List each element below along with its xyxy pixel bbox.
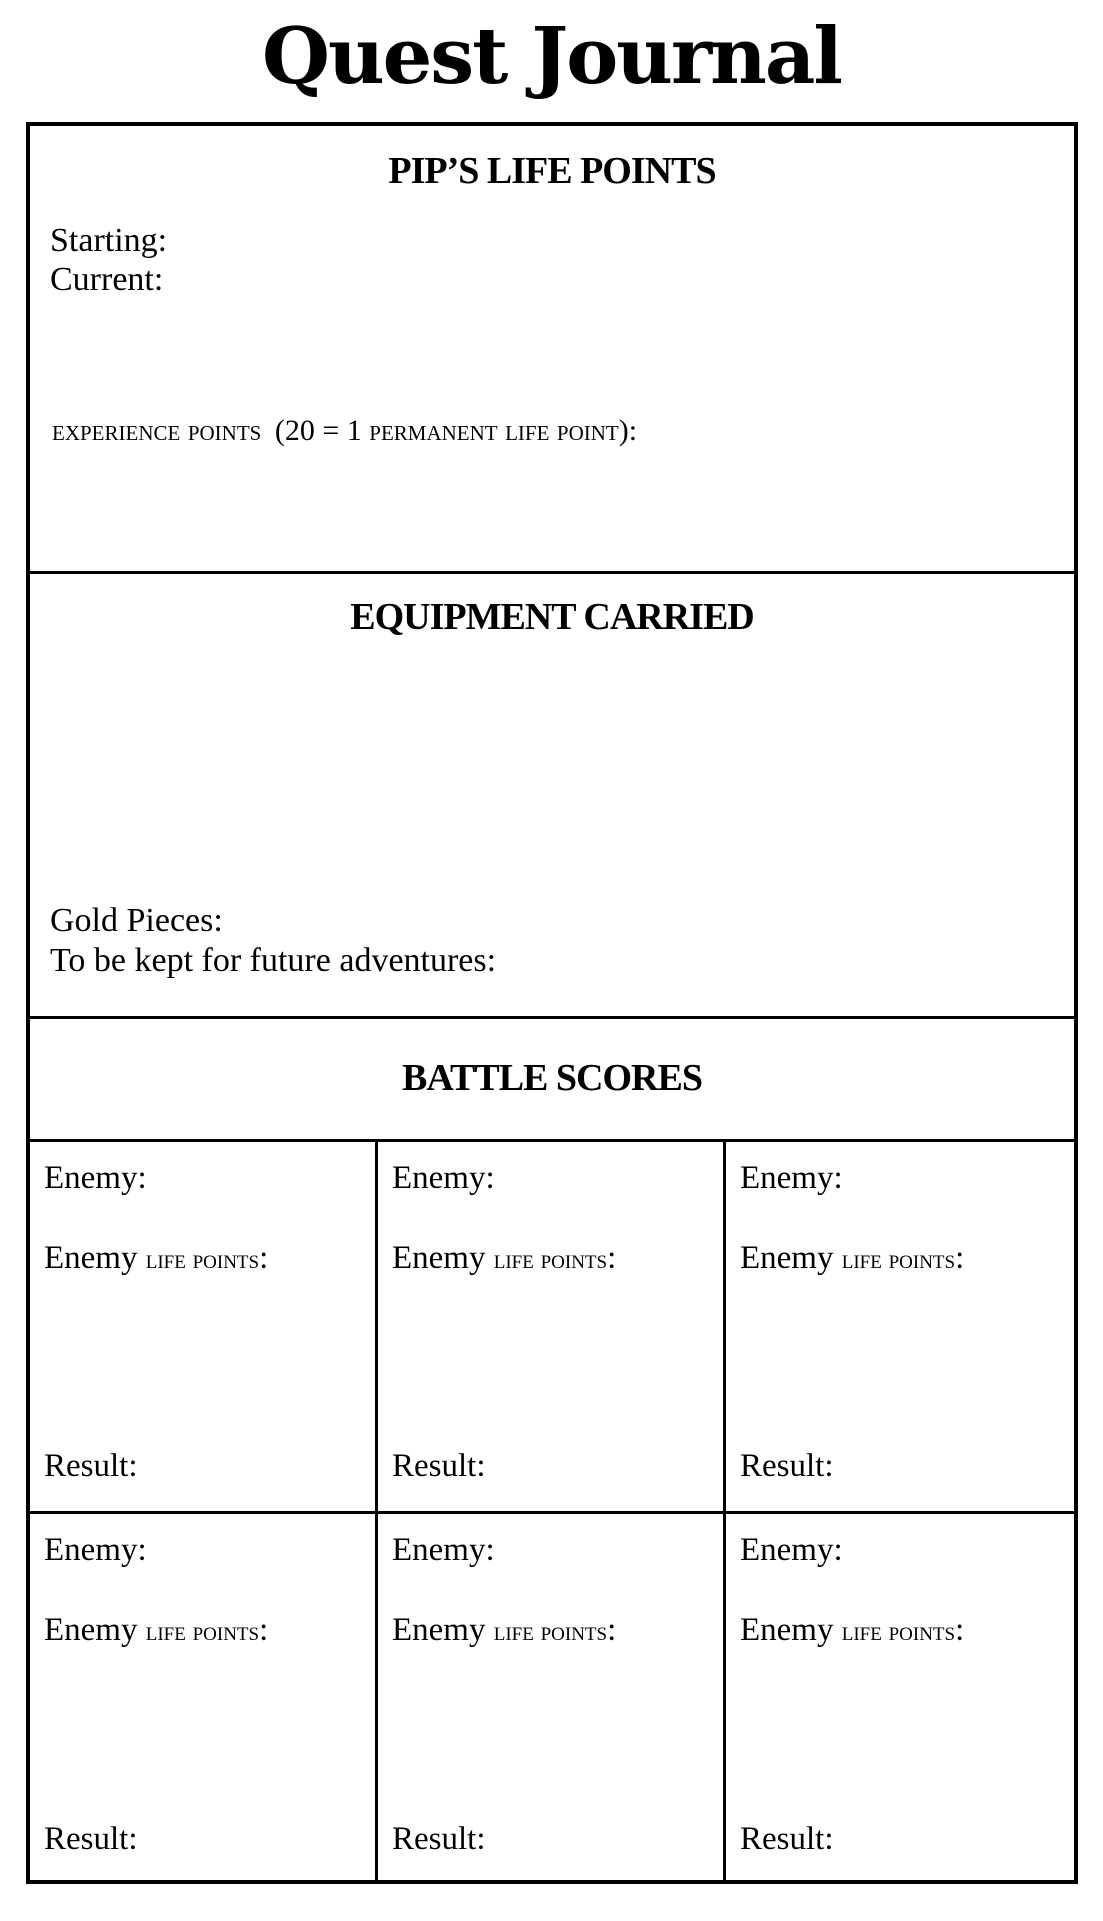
equipment-heading: EQUIPMENT CARRIED: [350, 596, 754, 638]
result-field[interactable]: Result:: [392, 1821, 486, 1857]
enemy-life-points-field[interactable]: [740, 1242, 964, 1275]
page-title: Quest Journal: [262, 11, 841, 102]
life-points-heading: PIP’S LIFE POINTS: [388, 150, 716, 192]
elp-colon: :: [955, 1240, 965, 1276]
elp-word: Enemy: [392, 1612, 486, 1648]
enemy-field[interactable]: Enemy:: [392, 1532, 495, 1568]
elp-colon: :: [259, 1240, 269, 1276]
enemy-field[interactable]: Enemy:: [44, 1160, 147, 1196]
journal-sheet: [26, 122, 1078, 1884]
experience-points-field[interactable]: [52, 416, 637, 446]
enemy-life-points-field[interactable]: [44, 1614, 268, 1647]
battle-cell-1[interactable]: [30, 1142, 375, 1511]
battle-cell-6[interactable]: [726, 1514, 1074, 1884]
elp-colon: :: [259, 1612, 269, 1648]
battle-cell-5[interactable]: [378, 1514, 723, 1884]
enemy-field[interactable]: Enemy:: [392, 1160, 495, 1196]
enemy-life-points-field[interactable]: [392, 1242, 616, 1275]
elp-word: Enemy: [44, 1612, 138, 1648]
result-field[interactable]: Result:: [44, 1448, 138, 1484]
elp-smallcaps: life points: [841, 1244, 956, 1274]
elp-smallcaps: life points: [145, 1616, 260, 1646]
starting-life-points-field[interactable]: Starting:: [50, 222, 168, 259]
elp-colon: :: [955, 1612, 965, 1648]
battle-cell-4[interactable]: [30, 1514, 375, 1884]
elp-colon: :: [607, 1240, 617, 1276]
result-field[interactable]: Result:: [44, 1821, 138, 1857]
current-life-points-field[interactable]: Current:: [50, 261, 164, 298]
elp-word: Enemy: [740, 1240, 834, 1276]
battle-scores-header: [30, 1019, 1074, 1142]
elp-smallcaps: life points: [493, 1616, 608, 1646]
enemy-field[interactable]: Enemy:: [740, 1160, 843, 1196]
elp-smallcaps: life points: [493, 1244, 608, 1274]
experience-note-text: permanent life point: [369, 414, 619, 447]
battle-scores-heading: BATTLE SCORES: [402, 1057, 702, 1099]
life-points-section: [30, 126, 1074, 574]
enemy-field[interactable]: Enemy:: [44, 1532, 147, 1568]
kept-items-field[interactable]: To be kept for future adventures:: [50, 942, 497, 979]
experience-note-open: (20 = 1: [274, 414, 370, 447]
elp-word: Enemy: [44, 1240, 138, 1276]
battle-cell-3[interactable]: [726, 1142, 1074, 1511]
enemy-life-points-field[interactable]: [44, 1242, 268, 1275]
result-field[interactable]: Result:: [740, 1448, 834, 1484]
battle-scores-grid: [30, 1142, 1074, 1884]
battle-cell-2[interactable]: [378, 1142, 723, 1511]
enemy-life-points-field[interactable]: [392, 1614, 616, 1647]
result-field[interactable]: Result:: [392, 1448, 486, 1484]
result-field[interactable]: Result:: [740, 1821, 834, 1857]
gold-pieces-field[interactable]: Gold Pieces:: [50, 902, 223, 939]
elp-smallcaps: life points: [841, 1616, 956, 1646]
experience-note-close: ):: [618, 414, 638, 447]
experience-points-label: experience points: [52, 414, 262, 447]
equipment-section: [30, 574, 1074, 1019]
elp-colon: :: [607, 1612, 617, 1648]
elp-word: Enemy: [740, 1612, 834, 1648]
elp-word: Enemy: [392, 1240, 486, 1276]
elp-smallcaps: life points: [145, 1244, 260, 1274]
enemy-life-points-field[interactable]: [740, 1614, 964, 1647]
enemy-field[interactable]: Enemy:: [740, 1532, 843, 1568]
